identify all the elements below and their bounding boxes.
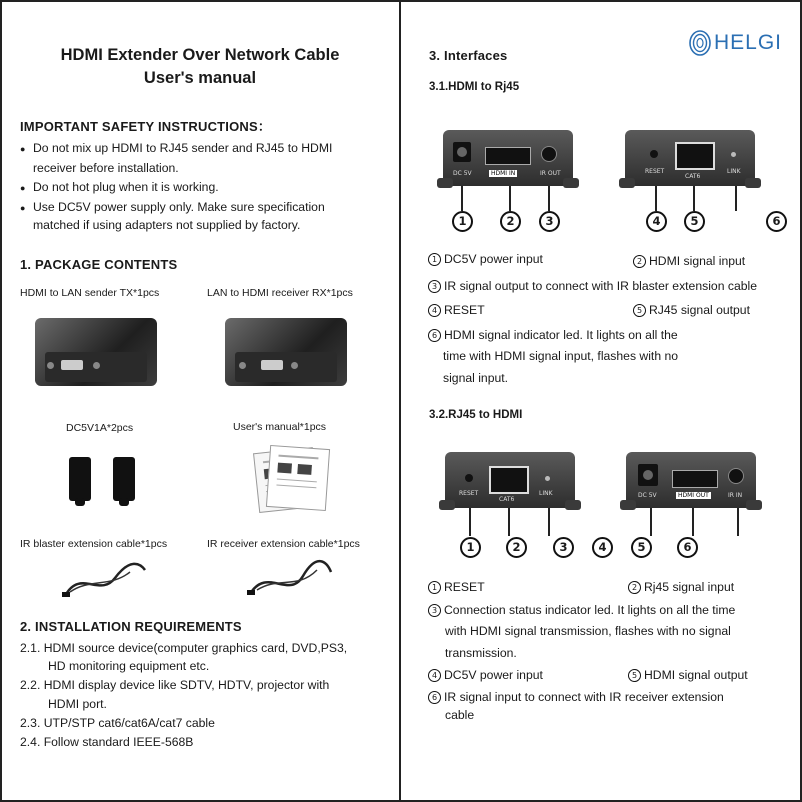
- callout-6: 6: [766, 211, 787, 232]
- install-item-cont: HDMI port.: [48, 697, 107, 711]
- safety-item-cont: receiver before installation.: [33, 161, 179, 175]
- port-label-link: LINK: [727, 168, 741, 175]
- install-item: 2.1. HDMI source device(computer graphics card, DVD,PS3,: [20, 641, 348, 655]
- callout-4: 4: [646, 211, 667, 232]
- port-label-hdmi-out: HDMI OUT: [678, 492, 709, 499]
- reset-button: [465, 474, 473, 482]
- sender-rear-panel: [625, 130, 755, 186]
- install-item-cont: HD monitoring equipment etc.: [48, 659, 210, 673]
- safety-item: ● Use DC5V power supply only. Make sure specification: [33, 198, 325, 216]
- reset-button: [650, 150, 658, 158]
- receiver-desc-3: 3 Connection status indicator led. It lights on all the time: [428, 601, 735, 619]
- manual-subtitle: User's manual: [143, 69, 257, 87]
- package-item-ir-receiver: IR receiver extension cable*1pcs: [207, 538, 360, 550]
- receiver-desc-5: 5 HDMI signal output: [628, 666, 748, 684]
- callout-3: 3: [553, 537, 574, 558]
- power-adapter-image: [113, 457, 135, 501]
- port-label-cat6: CAT6: [685, 173, 701, 180]
- callout-5: 5: [684, 211, 705, 232]
- callout-2: 2: [500, 211, 521, 232]
- callout-1: 1: [452, 211, 473, 232]
- rj45-port: [489, 466, 529, 494]
- callout-6: 6: [677, 537, 698, 558]
- hdmi-out-port: [672, 470, 718, 488]
- package-item-adapter: DC5V1A*2pcs: [66, 422, 134, 434]
- ir-blaster-cable-image: [60, 558, 150, 602]
- receiver-desc-2: 2 Rj45 signal input: [628, 578, 734, 596]
- callout-2: 2: [506, 537, 527, 558]
- power-adapter-image: [69, 457, 91, 501]
- port-label-reset: RESET: [459, 490, 479, 497]
- receiver-rear-panel: [445, 452, 575, 508]
- port-label-dc: DC 5V: [638, 492, 657, 499]
- callout-3: 3: [539, 211, 560, 232]
- install-item: 2.2. HDMI display device like SDTV, HDTV, projector with: [20, 678, 330, 692]
- sender-desc-3: 3 IR signal output to connect with IR blaster extension cable: [428, 277, 757, 295]
- safety-heading: IMPORTANT SAFETY INSTRUCTIONS：: [20, 119, 272, 134]
- rj45-port: [675, 142, 715, 170]
- safety-item-cont: matched if using adapters not supplied by factory.: [33, 218, 301, 232]
- brand-name: HELGI: [714, 31, 783, 54]
- receiver-desc-4: 4 DC5V power input: [428, 666, 543, 684]
- adapter-pin: [75, 498, 85, 506]
- package-item-manual: User's manual*1pcs: [233, 421, 327, 433]
- receiver-device-image: [225, 318, 347, 386]
- package-item-ir-blaster: IR blaster extension cable*1pcs: [20, 538, 168, 550]
- sender-desc-6: 6 HDMI signal indicator led. It lights on all the: [428, 326, 678, 344]
- ir-out-jack: [541, 146, 557, 162]
- page-border-top: [0, 0, 802, 2]
- sender-desc-1: 1 DC5V power input: [428, 250, 543, 268]
- sender-desc-2: 2 HDMI signal input: [633, 252, 745, 270]
- ir-in-jack: [728, 468, 744, 484]
- receiver-front-panel: [626, 452, 756, 508]
- receiver-desc-3-cont: with HDMI signal transmission, flashes with no signal: [445, 624, 731, 638]
- link-led: [545, 476, 550, 481]
- sender-desc-6-cont: time with HDMI signal input, flashes with no: [443, 349, 679, 363]
- port-label-cat6: CAT6: [499, 496, 515, 503]
- link-led: [731, 152, 736, 157]
- page-border-left: [0, 0, 2, 802]
- sender-device-image: [35, 318, 157, 386]
- install-item: 2.4. Follow standard IEEE-568B: [20, 735, 194, 749]
- sender-desc-4: 4 RESET: [428, 301, 485, 319]
- port-label-ir-out: IR OUT: [540, 170, 561, 177]
- interfaces-heading: 3. Interfaces: [429, 48, 508, 63]
- callout-1: 1: [460, 537, 481, 558]
- package-heading: 1. PACKAGE CONTENTS: [20, 257, 178, 272]
- port-label-reset: RESET: [645, 168, 665, 175]
- manual-title: HDMI Extender Over Network Cable: [60, 46, 340, 64]
- callout-5: 5: [631, 537, 652, 558]
- install-item: 2.3. UTP/STP cat6/cat6A/cat7 cable: [20, 716, 215, 730]
- port-label-link: LINK: [539, 490, 553, 497]
- package-item-sender: HDMI to LAN sender TX*1pcs: [20, 287, 160, 299]
- safety-item: ● Do not hot plug when it is working.: [33, 178, 219, 196]
- port-label-hdmi-in: HDMI IN: [491, 170, 516, 177]
- install-heading: 2. INSTALLATION REQUIREMENTS: [20, 619, 242, 634]
- callout-4: 4: [592, 537, 613, 558]
- hdmi-in-port: [485, 147, 531, 165]
- sender-desc-6-cont: signal input.: [443, 371, 509, 385]
- sender-front-panel: [443, 130, 573, 186]
- package-item-receiver: LAN to HDMI receiver RX*1pcs: [207, 287, 353, 299]
- port-label-ir-in: IR IN: [728, 492, 743, 499]
- ir-receiver-cable-image: [245, 558, 335, 602]
- receiver-desc-1: 1 RESET: [428, 578, 485, 596]
- manual-page-image: [266, 445, 330, 511]
- sender-desc-5: 5 RJ45 signal output: [633, 301, 750, 319]
- section-hdmi-to-rj45-title: 3.1.HDMI to Rj45: [429, 81, 520, 93]
- port-label-dc: DC 5V: [453, 170, 472, 177]
- receiver-desc-6-cont: cable: [445, 708, 475, 722]
- section-rj45-to-hdmi-title: 3.2.RJ45 to HDMI: [429, 409, 523, 421]
- column-divider: [399, 0, 401, 802]
- adapter-pin: [119, 498, 129, 506]
- safety-item: ● Do not mix up HDMI to RJ45 sender and RJ45 to HDMI: [33, 139, 332, 157]
- receiver-desc-6: 6 IR signal input to connect with IR receiver extension: [428, 688, 724, 706]
- helgi-logo-icon: [688, 29, 712, 57]
- receiver-desc-3-cont: transmission.: [445, 646, 517, 660]
